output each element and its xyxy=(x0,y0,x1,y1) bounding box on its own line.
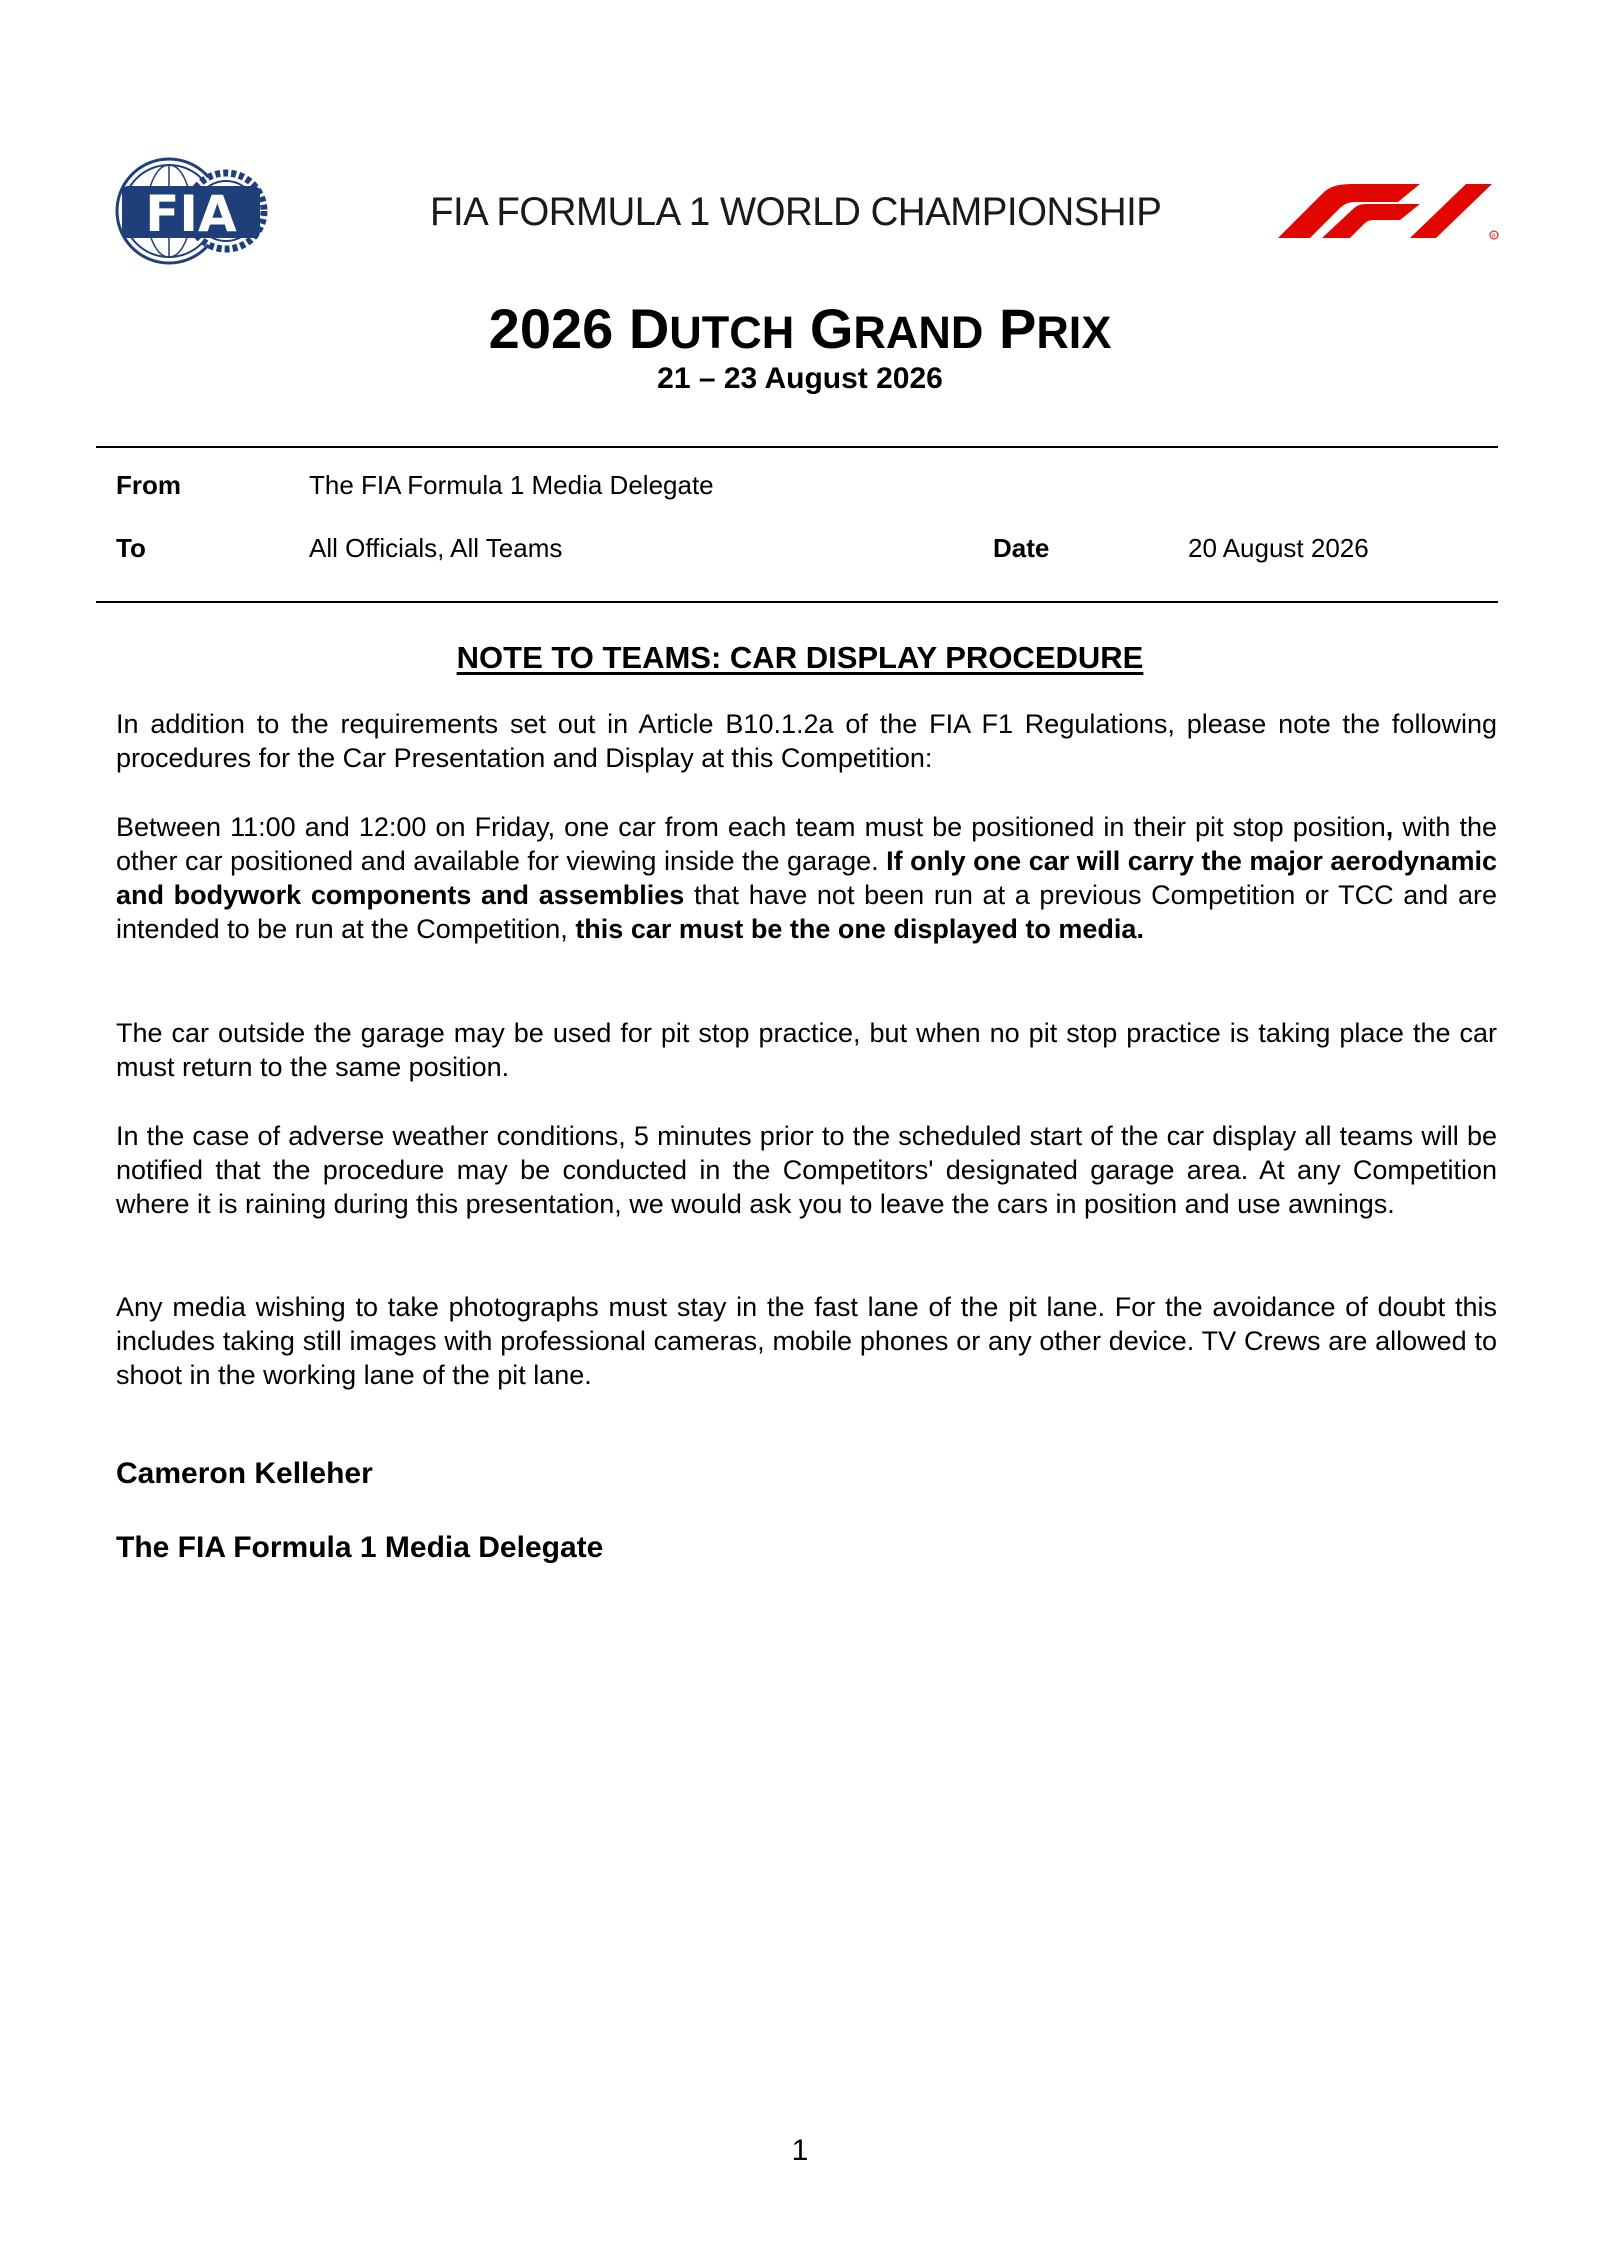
paragraph-display-schedule-part: that have not been run at a previous Competition or TCC and are intended to be run at the Competition, xyxy=(116,880,1497,944)
paragraph-weather: In the case of adverse weather conditions, 5 minutes prior to the scheduled start of the car display all teams will be notified that the procedure may be conducted in the Competitors' designated garage area. At any Competition where it is raining during this presentation, we would ask you to leave the cars in position and use awnings. xyxy=(116,1121,1497,1219)
page-number: 1 xyxy=(791,2134,809,2167)
from-label: From xyxy=(116,470,181,500)
signatory-role: The FIA Formula 1 Media Delegate xyxy=(116,1531,604,1564)
fia-logo xyxy=(114,156,268,266)
paragraph-pit-stop-practice: The car outside the garage may be used for pit stop practice, but when no pit stop practice is taking place the car must return to the same position. xyxy=(116,1018,1497,1082)
event-title-text: 2026 DUTCH GRAND PRIX xyxy=(488,297,1112,360)
paragraph-intro: In addition to the requirements set out in Article B10.1.2a of the FIA F1 Regulations, please note the following procedures for the Car Presentation and Display at this Competition: xyxy=(116,709,1497,773)
paragraph-media: Any media wishing to take photographs must stay in the fast lane of the pit lane. For the avoidance of doubt this includes taking still images with professional cameras, mobile phones or any other device. TV Crews are allowed to shoot in the working lane of the pit lane. xyxy=(116,1292,1497,1390)
from-value: The FIA Formula 1 Media Delegate xyxy=(309,470,714,500)
signatory-name: Cameron Kelleher xyxy=(116,1457,373,1490)
championship-name: FIA FORMULA 1 WORLD CHAMPIONSHIP xyxy=(430,190,1162,234)
event-title xyxy=(0,296,1600,361)
paragraph-display-schedule-comma: , xyxy=(1385,812,1394,842)
paragraph-display-schedule-part: Between 11:00 and 12:00 on Friday, one car from each team must be positioned in their pit stop position xyxy=(116,812,1386,842)
event-dates: 21 – 23 August 2026 xyxy=(657,362,943,395)
date-value: 20 August 2026 xyxy=(1188,533,1369,563)
meta-divider xyxy=(96,601,1498,603)
svg-text:R: R xyxy=(1492,233,1496,240)
to-value: All Officials, All Teams xyxy=(309,533,563,563)
paragraph-display-schedule-part: with the other car positioned and available for viewing inside the garage. xyxy=(116,812,1497,876)
date-label: Date xyxy=(993,533,1050,563)
f1-logo xyxy=(1170,80,1500,242)
document-title: NOTE TO TEAMS: CAR DISPLAY PROCEDURE xyxy=(456,640,1144,675)
paragraph-display-schedule-emphasis: this car must be the one displayed to media. xyxy=(575,914,1144,944)
header-divider xyxy=(96,446,1498,448)
paragraph-display-schedule xyxy=(116,810,1497,946)
fia-logo-text: FIA xyxy=(145,185,237,243)
to-label: To xyxy=(116,533,146,563)
paragraph-display-schedule-emphasis: If only one car will carry the major aerodynamic and bodywork components and assemblies xyxy=(116,846,1497,910)
f1-logo-text: F1 xyxy=(1170,80,1172,81)
